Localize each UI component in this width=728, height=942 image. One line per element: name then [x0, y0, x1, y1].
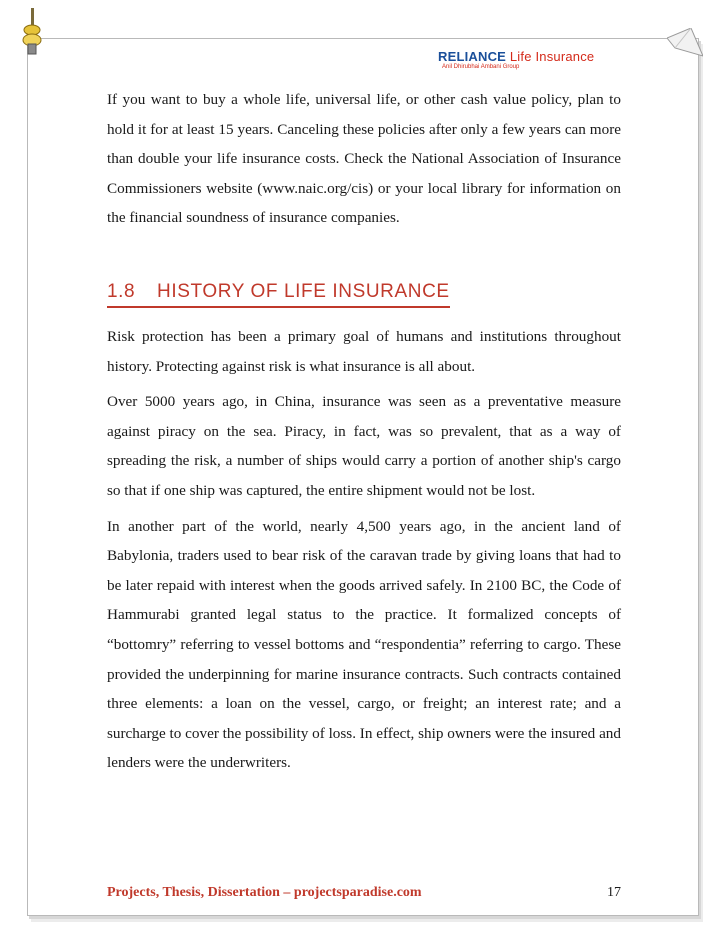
- section-title: HISTORY OF LIFE INSURANCE: [157, 280, 450, 302]
- paragraph: Over 5000 years ago, in China, insurance was seen as a preventative measure against piracy on the sea. Piracy, in fact, was so prevalent, that as a way of spreading the risk, a number of ships would carry a portion of another ship's cargo so that if one ship was captured, the entire shipment would not be lost.: [107, 393, 621, 499]
- binder-clip-icon: [18, 8, 46, 58]
- logo-product: Life Insurance: [509, 49, 595, 64]
- company-logo: [438, 49, 638, 75]
- page-number: 17: [607, 885, 621, 900]
- paragraph: In another part of the world, nearly 4,500 years ago, in the ancient land of Babylonia, traders used to bear risk of the caravan trade by giving loans that had to be later repaid with interest when the goods arrived safely. In 2100 BC, the Code of Hammurabi granted legal status to the practice. It formalized concepts of “bottomry” referring to vessel bottoms and “respondentia” referring to cargo. These provided the underpinning for marine insurance contracts. Such contracts contained three elements: a loan on the vessel, cargo, or freight; an interest rate; and a surcharge to cover the possibility of loss. In effect, ship owners were the insured and lenders were the underwriters.: [107, 517, 621, 772]
- page-curl-icon: [667, 28, 703, 58]
- section-heading: [107, 280, 450, 308]
- footer-text: Projects, Thesis, Dissertation – projectsparadise.com: [107, 885, 422, 900]
- page-body: [107, 85, 621, 778]
- paragraph: Risk protection has been a primary goal of humans and institutions throughout history. Protecting against risk is what insurance is all about.: [107, 327, 621, 375]
- logo-brand: RELIANCE: [438, 49, 507, 64]
- section-number: 1.8: [107, 280, 136, 302]
- page-footer: [107, 885, 621, 901]
- paragraph: If you want to buy a whole life, universal life, or other cash value policy, plan to hold it for at least 15 years. Canceling these policies after only a few years can more than double your life insurance costs. Check the National Association of Insurance Commissioners website (www.naic.org/cis) or your local library for information on the financial soundness of insurance companies.: [107, 91, 621, 227]
- logo-tagline: Anil Dhirubhai Ambani Group: [442, 64, 520, 70]
